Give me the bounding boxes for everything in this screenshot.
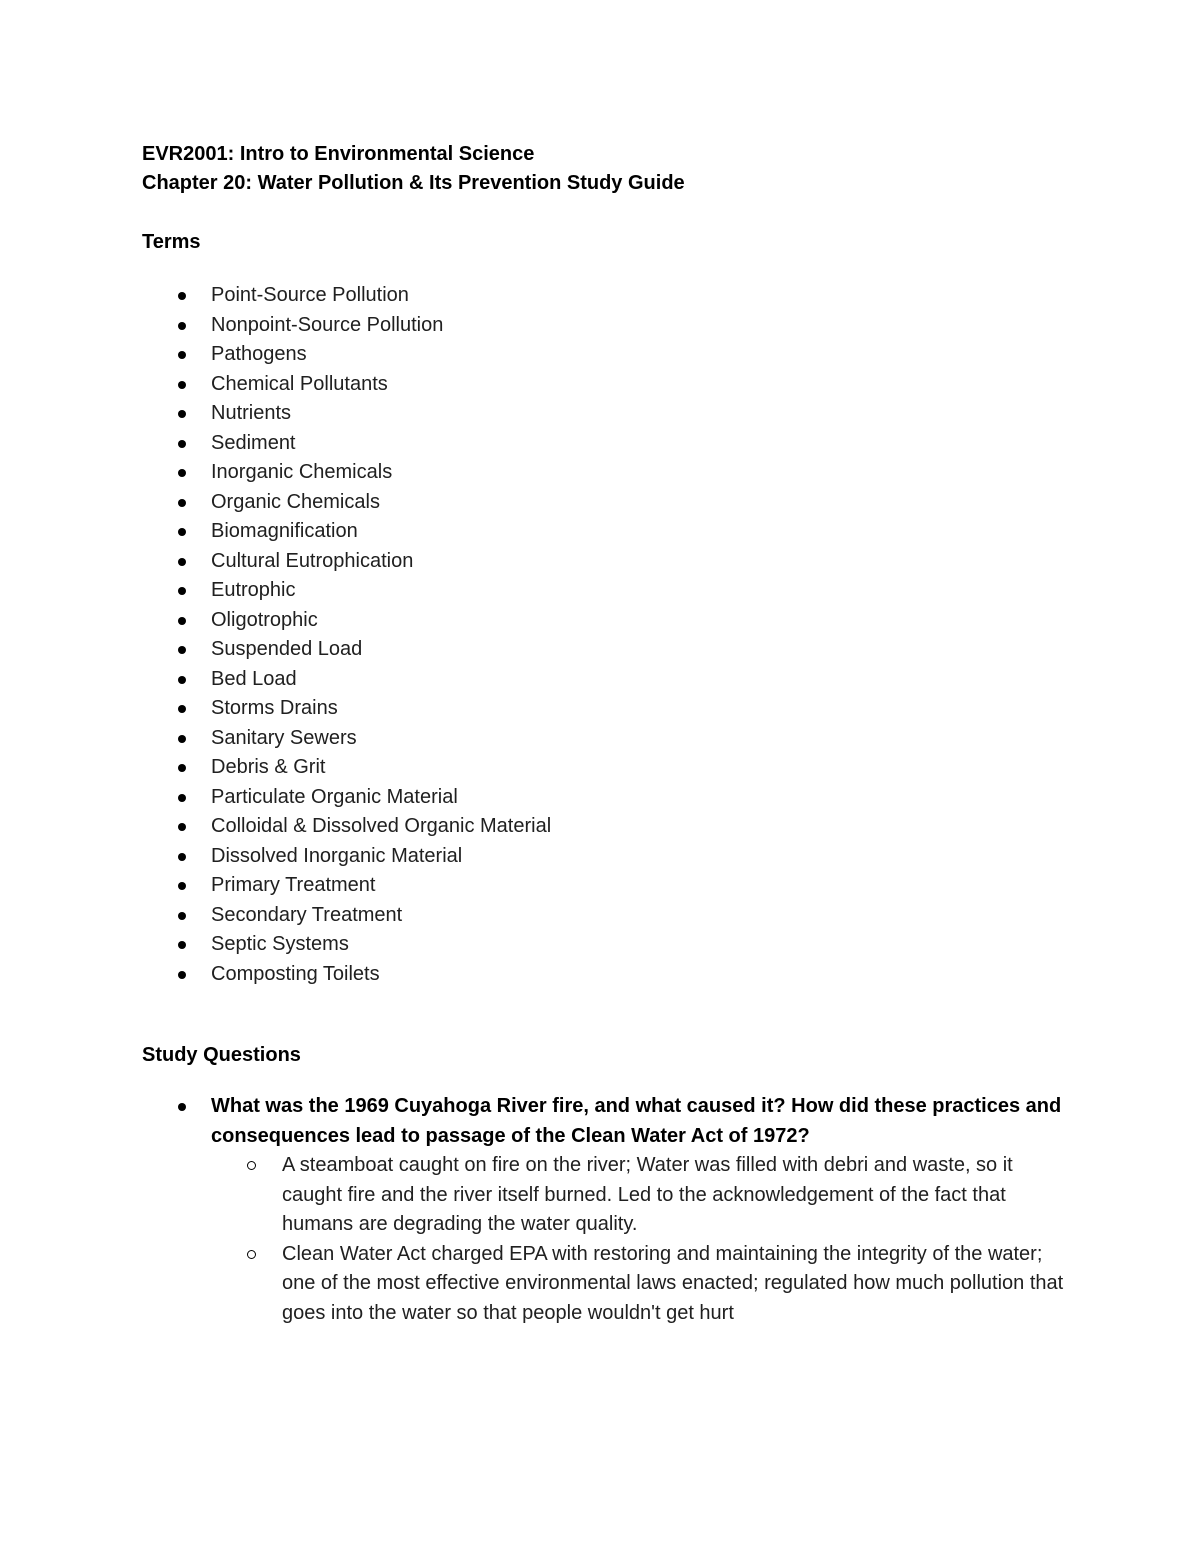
term-text: Sanitary Sewers (211, 726, 357, 749)
term-text: Cultural Eutrophication (211, 549, 414, 572)
bullet-icon (178, 705, 186, 713)
term-list-item (142, 606, 1072, 636)
bullet-icon (178, 794, 186, 802)
term-list-item (142, 901, 1072, 931)
term-list-item (142, 311, 1072, 341)
term-text: Eutrophic (211, 579, 296, 601)
document-content (142, 140, 1072, 1328)
term-list-item (142, 635, 1072, 665)
answer-text: Clean Water Act charged EPA with restoring and maintaining the integrity of the water; one of the most effective environmental laws enacted; regulated how much pollution that goes into the water so that people wouldn't get hurt (282, 1242, 1064, 1324)
term-text: Particulate Organic Material (211, 785, 458, 808)
bullet-icon (178, 410, 186, 418)
bullet-icon (178, 292, 186, 300)
bullet-icon (178, 440, 186, 448)
term-list-item (142, 812, 1072, 842)
term-list-item (142, 724, 1072, 754)
course-title: EVR2001: Intro to Environmental Science (142, 143, 535, 165)
term-list-item (142, 370, 1072, 400)
term-list-item (142, 458, 1072, 488)
study-questions-heading: Study Questions (142, 1044, 301, 1066)
bullet-icon (178, 823, 186, 831)
terms-heading: Terms (142, 231, 201, 253)
bullet-icon (178, 351, 186, 359)
question-list-item (142, 1092, 1072, 1328)
term-text: Sediment (211, 431, 296, 454)
chapter-title: Chapter 20: Water Pollution & Its Prevention Study Guide (142, 172, 685, 194)
bullet-icon (178, 676, 186, 684)
term-list-item (142, 694, 1072, 724)
term-list-item (142, 429, 1072, 459)
term-list-item (142, 281, 1072, 311)
term-text: Nonpoint-Source Pollution (211, 313, 444, 336)
term-list-item (142, 547, 1072, 577)
term-text: Storms Drains (211, 697, 338, 719)
term-text: Oligotrophic (211, 608, 318, 631)
term-list-item (142, 340, 1072, 370)
term-text: Organic Chemicals (211, 490, 380, 513)
term-text: Nutrients (211, 402, 292, 424)
bullet-icon (178, 617, 186, 625)
question-text: What was the 1969 Cuyahoga River fire, and what caused it? How did these practices and consequences lead to passage of the Clean Water Act of 1972? (211, 1095, 1062, 1147)
term-text: Colloidal & Dissolved Organic Material (211, 815, 552, 837)
term-list-item (142, 517, 1072, 547)
term-text: Bed Load (211, 667, 297, 690)
term-list-item (142, 842, 1072, 872)
term-list-item (142, 753, 1072, 783)
term-text: Composting Toilets (211, 962, 380, 985)
term-text: Dissolved Inorganic Material (211, 844, 463, 867)
answer-list-item (211, 1151, 1072, 1240)
terms-list (142, 281, 1072, 989)
term-list-item (142, 399, 1072, 429)
bullet-icon (178, 528, 186, 536)
term-list-item (142, 783, 1072, 813)
bullet-icon (178, 853, 186, 861)
term-text: Debris & Grit (211, 756, 326, 778)
bullet-icon (178, 587, 186, 595)
hollow-bullet-icon (247, 1161, 256, 1170)
term-list-item (142, 930, 1072, 960)
bullet-icon (178, 912, 186, 920)
term-list-item (142, 576, 1072, 606)
term-list-item (142, 665, 1072, 695)
term-list-item (142, 960, 1072, 990)
term-text: Septic Systems (211, 933, 349, 955)
term-text: Suspended Load (211, 638, 363, 660)
bullet-icon (178, 735, 186, 743)
hollow-bullet-icon (247, 1250, 256, 1259)
bullet-icon (178, 882, 186, 890)
bullet-icon (178, 971, 186, 979)
answer-list-item (211, 1240, 1072, 1329)
term-text: Secondary Treatment (211, 903, 403, 926)
answer-text: A steamboat caught on fire on the river; Water was filled with debri and waste, so it caught fire and the river itself burned. Led to the acknowledgement of the fact that humans are degrading the water quality. (282, 1154, 1013, 1235)
answer-list (211, 1151, 1072, 1328)
term-text: Point-Source Pollution (211, 284, 409, 306)
term-text: Primary Treatment (211, 874, 376, 896)
study-questions-list (142, 1092, 1072, 1328)
bullet-icon (178, 381, 186, 389)
bullet-icon (178, 646, 186, 654)
bullet-icon (178, 469, 186, 477)
term-list-item (142, 871, 1072, 901)
term-text: Biomagnification (211, 520, 358, 542)
term-text: Chemical Pollutants (211, 372, 388, 395)
bullet-icon (178, 764, 186, 772)
term-list-item (142, 488, 1072, 518)
bullet-icon (178, 941, 186, 949)
bullet-icon (178, 499, 186, 507)
bullet-icon (178, 322, 186, 330)
bullet-icon (178, 1103, 186, 1111)
term-text: Inorganic Chemicals (211, 461, 393, 483)
bullet-icon (178, 558, 186, 566)
term-text: Pathogens (211, 343, 307, 365)
